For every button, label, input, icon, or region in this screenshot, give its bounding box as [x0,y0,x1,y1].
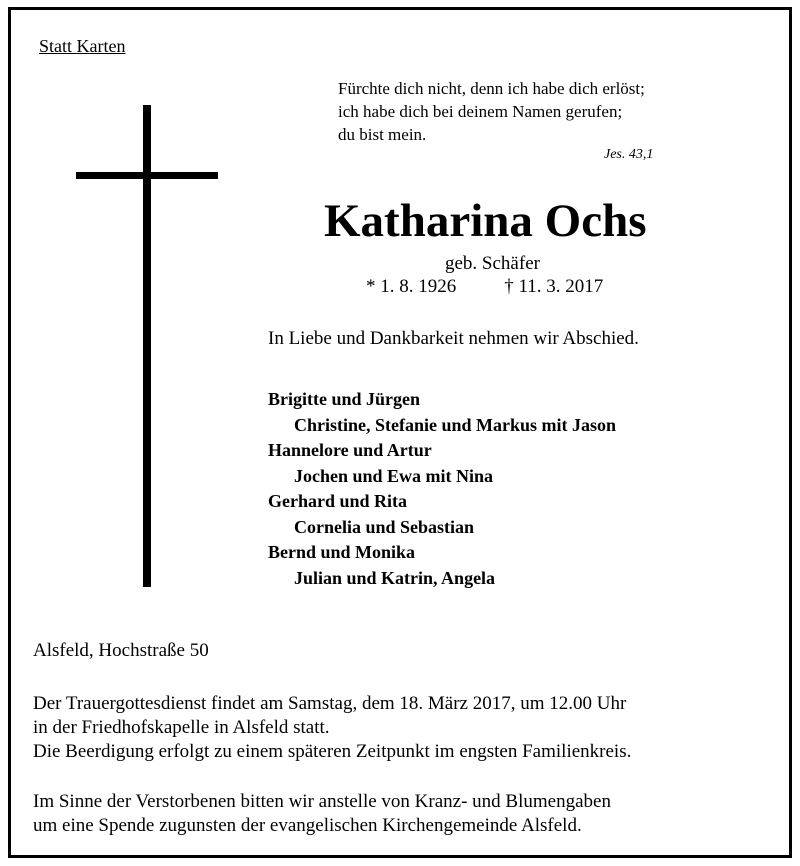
donation-line: um eine Spende zugunsten der evangelischen Kirchengemeinde Alsfeld. [33,815,582,836]
birth-date: * 1. 8. 1926 [366,276,457,297]
donation-line: Im Sinne der Verstorbenen bitten wir anstelle von Kranz- und Blumengaben [33,791,611,812]
service-info [33,692,631,764]
cross-horizontal-bar [76,172,218,179]
service-line: Der Trauergottesdienst findet am Samstag, dem 18. März 2017, um 12.00 Uhr [33,693,627,714]
address: Alsfeld, Hochstraße 50 [33,640,209,661]
bible-verse [338,77,645,146]
verse-line: du bist mein. [338,125,427,144]
family-member: Jochen und Ewa mit Nina [294,465,494,486]
verse-line: ich habe dich bei deinem Namen gerufen; [338,102,623,121]
verse-line: Fürchte dich nicht, denn ich habe dich erlöst; [338,79,645,98]
farewell-text: In Liebe und Dankbarkeit nehmen wir Abschied. [268,328,639,349]
statt-karten-label: Statt Karten [39,36,126,56]
family-member: Cornelia und Sebastian [294,516,475,537]
service-line: in der Friedhofskapelle in Alsfeld statt. [33,717,330,738]
family-member: Julian und Katrin, Angela [294,567,496,588]
family-list [268,387,616,591]
family-member: Gerhard und Rita [268,491,408,511]
family-member: Bernd und Monika [268,542,416,562]
service-line: Die Beerdigung erfolgt zu einem späteren Zeitpunkt im engsten Familienkreis. [33,741,632,762]
family-member: Brigitte und Jürgen [268,389,421,409]
life-dates [366,276,603,298]
death-date: † 11. 3. 2017 [504,276,604,297]
birth-name: geb. Schäfer [445,253,540,274]
deceased-name: Katharina Ochs [324,195,647,247]
donation-request [33,790,611,838]
family-member: Hannelore und Artur [268,440,432,460]
verse-reference: Jes. 43,1 [604,147,654,162]
family-member: Christine, Stefanie und Markus mit Jason [294,414,617,435]
